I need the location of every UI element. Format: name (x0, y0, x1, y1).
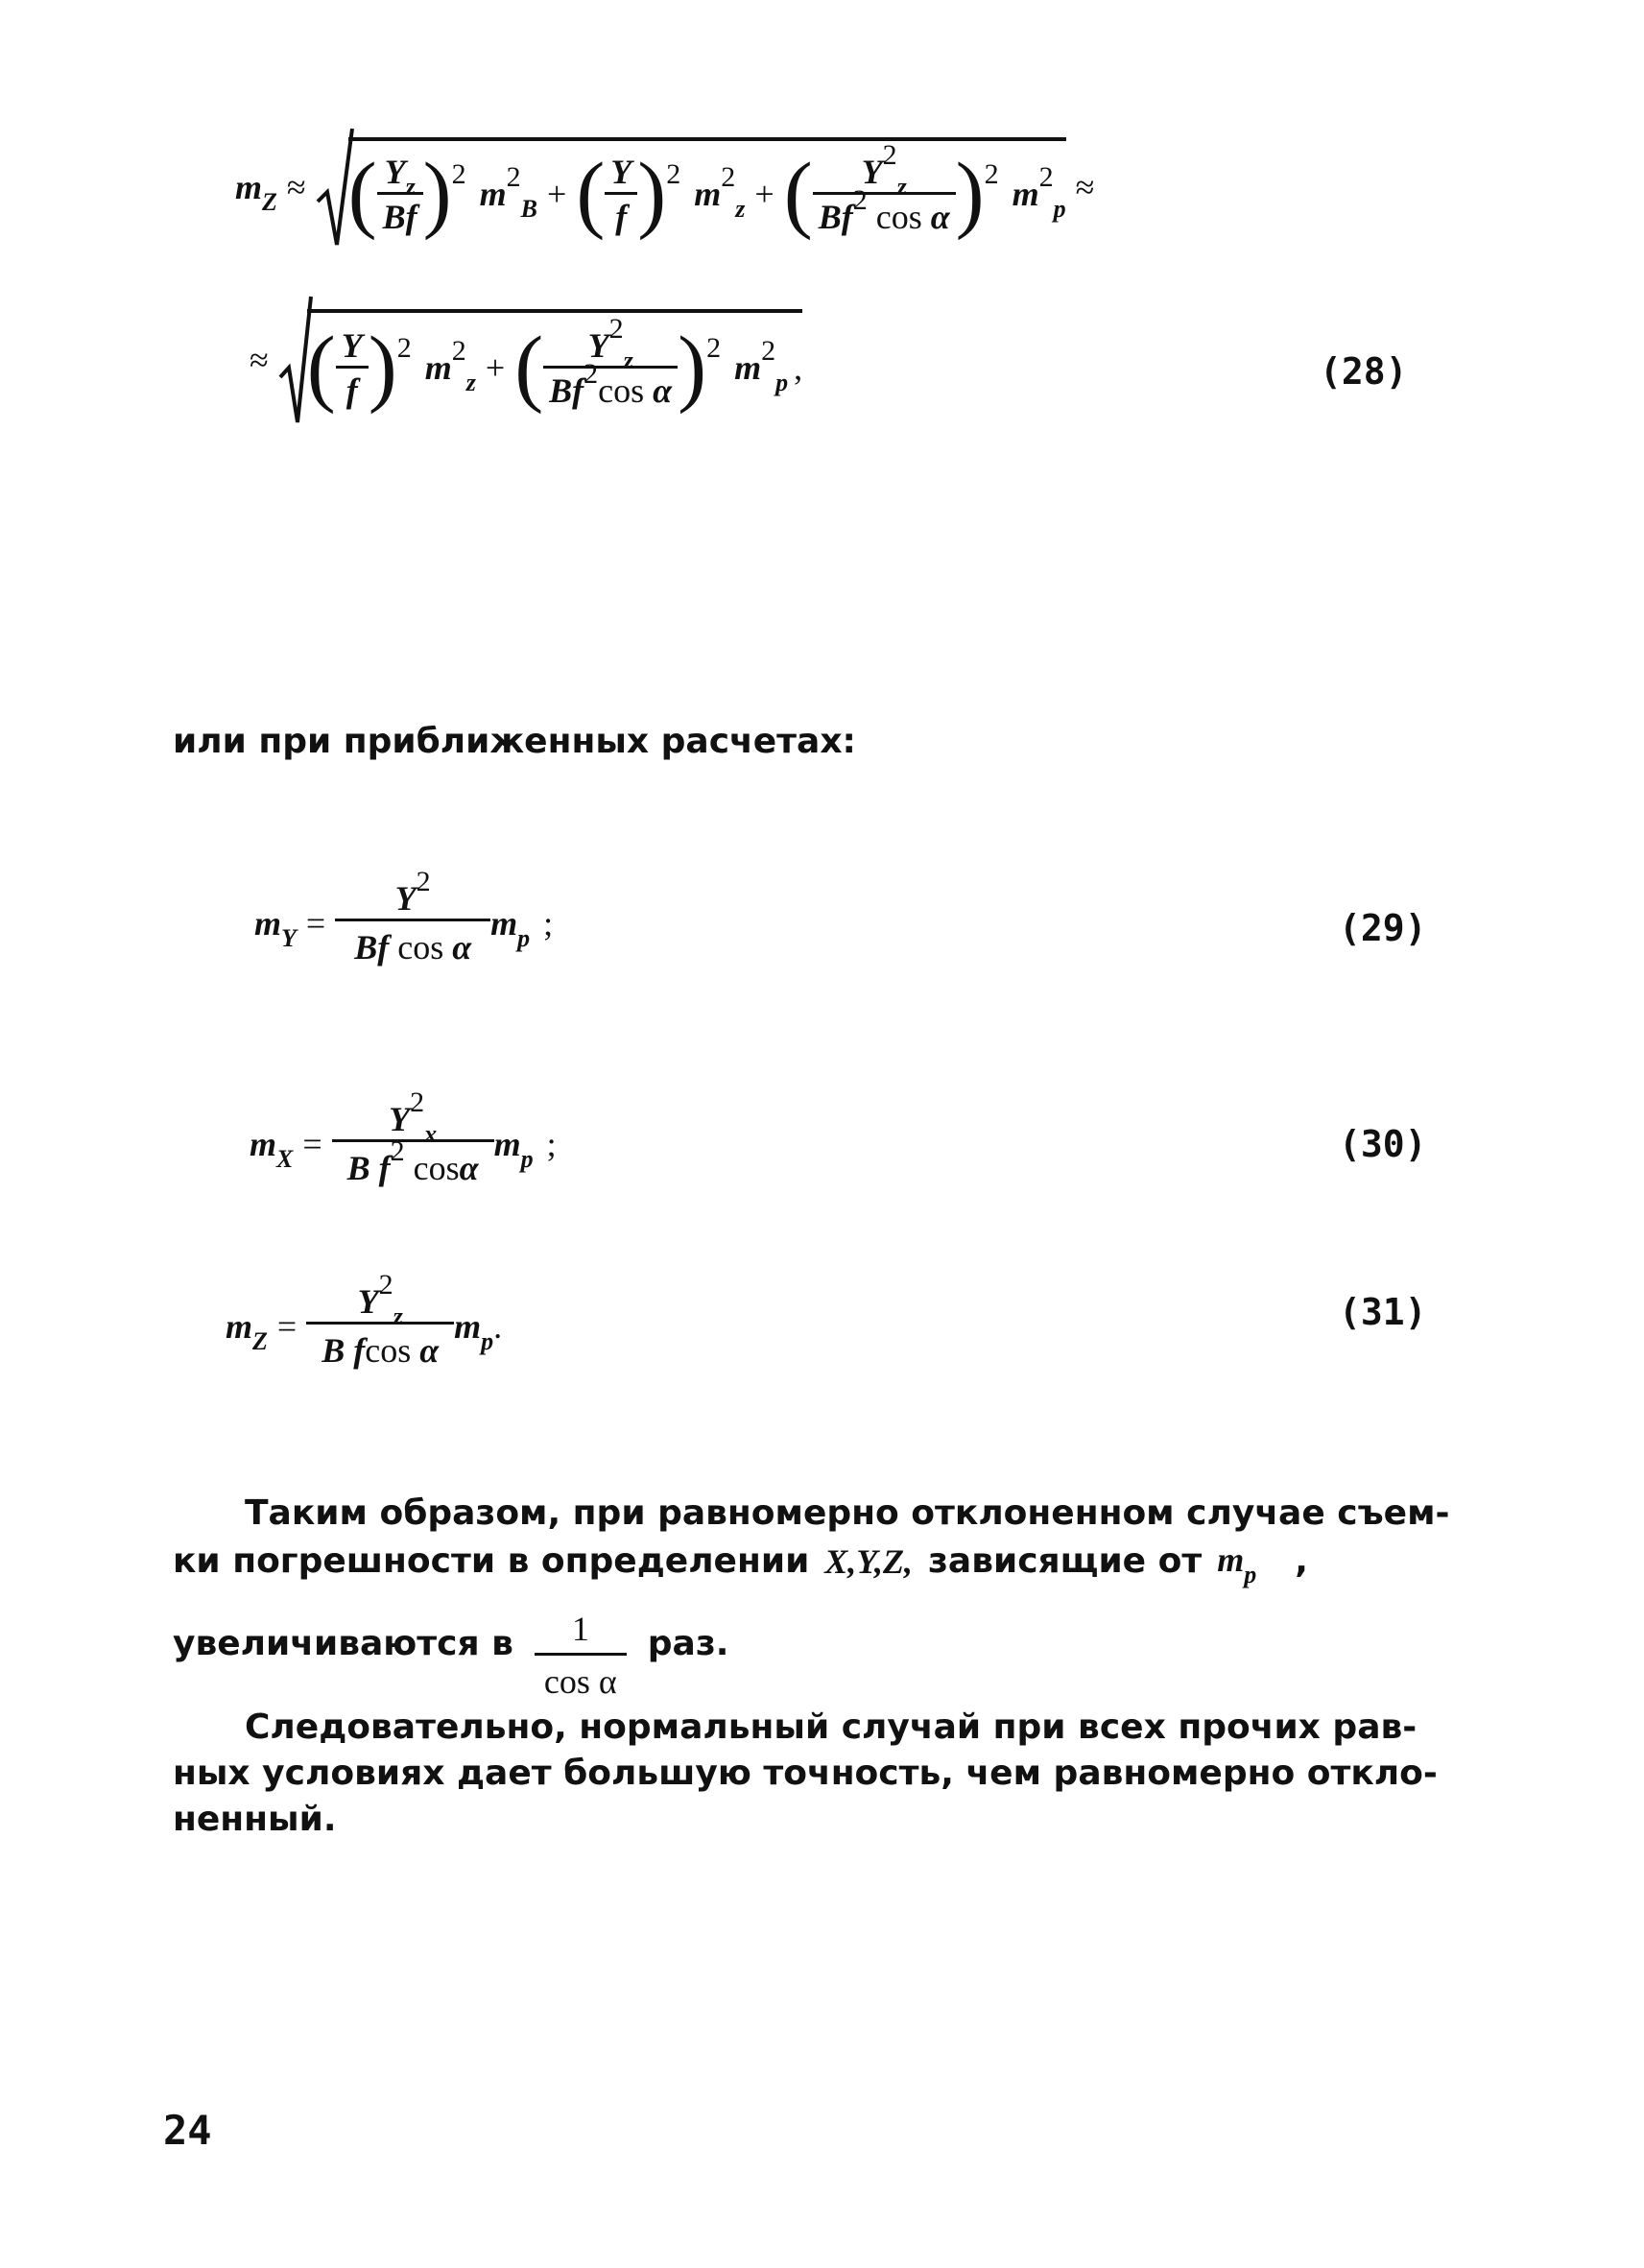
equation-31: $m_Z$ = $\frac{Y^2_z}{\text{B fcos α}}$ $m_p$ . (226, 1269, 503, 1370)
paragraph-1-line-1: Таким образом, при равномерно отклоненном случае съем- (245, 1493, 1450, 1533)
equation-number: (30) (1339, 1123, 1427, 1165)
page-number: 24 (163, 2107, 212, 2154)
paragraph-2-line-3: ненный. (173, 1800, 337, 1839)
paragraph-1-line-2: ки погрешности в определении X,Y,Z, зависящие от $m_p$ , (173, 1540, 1308, 1588)
equation-number: (28) (1320, 350, 1408, 393)
equation-29: $m_Y$ = $\frac{Y^2}{\text{Bf cos α}}$ $m_p$ ; (254, 866, 554, 967)
paragraph-2-line-2: ных условиях дает большую точность, чем равномерно откло- (173, 1754, 1438, 1793)
equation-number: (29) (1339, 907, 1427, 949)
equation-number: (31) (1339, 1291, 1427, 1333)
approx-intro-text: или при приближенных расчетах: (173, 722, 856, 761)
paragraph-2-line-1: Следовательно, нормальный случай при всех прочих рав- (245, 1707, 1418, 1747)
equation-30: $m_X$ = $\frac{Y^2_x}{B f^2 \cos\alpha}$ $m_p$ ; (250, 1086, 557, 1187)
equation-28-line2: ≈ ( $\frac{Y}{f}$ ) 2 $m^2_z$ + ( $\frac{Y^2_z}{Bf^2\cos \alpha}$ ) 2 $m^2_p$ , (240, 293, 802, 427)
paragraph-1-line-3: увеличиваются в $\frac{1}{\text{cos α}}$ раз. (173, 1582, 728, 1706)
equation-28-line1: $m_Z$ ≈ ( $\frac{Y_z}{Bf}$ ) 2 $m^2_B$ + ( $\frac{Y}{f}$ ) 2 $m^2_z$ + ( $\frac{Y^2_z}{Bf^2 \cos \alpha}$ ) 2 $m^2_p$ ≈ (235, 125, 1104, 250)
fraction-1-over-cos: $\frac{1}{\text{cos α}}$ (535, 1605, 627, 1706)
